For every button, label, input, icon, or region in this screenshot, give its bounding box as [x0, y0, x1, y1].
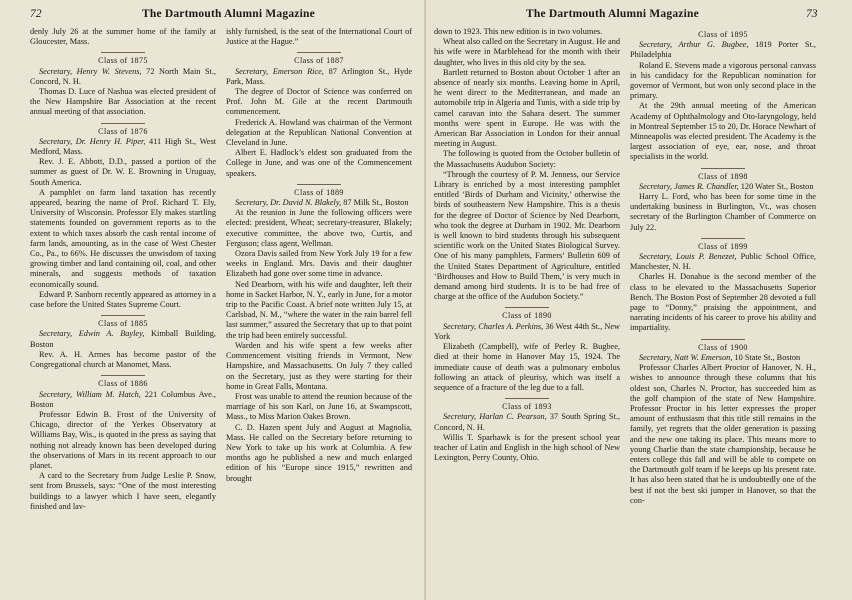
paragraph: Professor Charles Albert Proctor of Hanover, N. H., wishes to announce through these columns that his oldest son, Charles N. Proctor, has succeeded him as the golf champion of the state of New Hampshire. Professor Proctor in his letter expresses the proper amount of enthusiasm that this title still remains in the family, yet regrets that the older generation is passing and the new one taking its place. This means more to young Charlie than the state championship, because he enters college this fall and will be able to compete on the Dartmouth golf team if he keeps up his present rate. It has also been stated that he is undoubtedly one of the best if not the best ski jumper in Hanover, so that the con-	[630, 363, 816, 505]
quoted-paragraph: “Through the courtesy of P. M. Jenness, our Service Library is enriched by a most interesting pamphlet entitled ‘Birds of Durham and Vicinity,’ otherwise the birds of southeastern New Hampshire. This is a thesis for the degree of Doctor of Science by Ned Dearborn, who took the degree at Durham in 1902. Mr. Dearborn is well known to bird students through his subsequent scientific work on the United States Biological Survey. One of his many pamphlets, Farmers’ Bulletin 609 of the United States Department of Agriculture, entitled ‘Birdhouses and How to Build Them,’ is very much in demand among bird students. It is to be had free of charge at the office of the Audubon Society.”	[434, 169, 620, 302]
secretary-name: Secretary, Henry W. Stevens,	[39, 66, 142, 76]
right-column-1	[434, 27, 620, 463]
secretary-name: Secretary, Arthur G. Bugbee,	[639, 40, 749, 50]
paragraph: At the 29th annual meeting of the American Academy of Ophthalmology and Oto-laryngology, held in Montreal September 15 to 20, Dr. Horace Newhart of Minneapolis was elected president. The Academy is the largest association of eye, ear, nose, and throat specialists in the world.	[630, 101, 816, 162]
paragraph: C. D. Hazen spent July and August at Magnolia, Mass. He called on the Secretary before returning to New York to take up his work at Columbia. A few months ago he published a new and much enlarged edition of his “Europe since 1915,” rewritten and brought	[226, 422, 412, 483]
secretary-line	[226, 67, 412, 87]
right-running-head	[426, 8, 852, 24]
divider	[101, 315, 145, 316]
secretary-line	[630, 353, 816, 363]
continued-paragraph: denly July 26 at the summer home of the family at Gloucester, Mass.	[30, 27, 216, 47]
left-column-1	[30, 27, 216, 512]
secretary-address: 87 Arlington St., Hyde Park, Mass.	[226, 66, 412, 86]
secretary-name: Secretary, Natt W. Emerson,	[639, 352, 733, 362]
paragraph: Rev. A. H. Armes has become pastor of the Congregational church at Manomet, Mass.	[30, 349, 216, 370]
continued-paragraph: down to 1923. This new edition is in two volumes.	[434, 27, 603, 36]
secretary-address: 37 South Spring St., Concord, N. H.	[434, 412, 620, 432]
continued-paragraph: ishly furnished, is the seat of the International Court of Justice at the Hague.”	[226, 27, 412, 47]
class-heading: Class of 1899	[698, 241, 748, 251]
paragraph: Elizabeth (Campbell), wife of Perley R. Bugbee, died at their home in Hanover May 15, 1924. The immediate cause of death was a pulmonary embolus following an attack of pleurisy, which was itself a sequence of a fracture of the leg due to a fall.	[434, 342, 620, 392]
secretary-line	[30, 329, 216, 349]
divider	[701, 168, 745, 169]
secretary-name: Secretary, Dr. Henry H. Piper,	[39, 136, 146, 146]
page-number: 73	[806, 8, 818, 20]
class-heading: Class of 1893	[502, 402, 552, 412]
divider	[101, 123, 145, 124]
paragraph: Thomas D. Luce of Nashua was elected president of the New Hampshire Bar Association at the recent annual meeting of that association.	[30, 87, 216, 117]
left-running-head	[0, 8, 426, 24]
secretary-address: Kimball Building, Boston	[30, 329, 216, 349]
page-number: 72	[30, 8, 42, 20]
divider	[297, 184, 341, 185]
divider	[505, 398, 549, 399]
class-heading: Class of 1898	[698, 171, 748, 181]
class-heading: Class of 1890	[502, 311, 552, 321]
right-page	[426, 0, 852, 600]
left-column-2	[226, 27, 412, 484]
class-heading: Class of 1895	[698, 30, 748, 39]
divider	[505, 307, 549, 308]
paragraph: At the reunion in June the following officers were elected: president, Wheat; secretary-treasurer, Blakely; executive committee, the above two, Curtis, and Ferguson; class agent, Wellman.	[226, 208, 412, 248]
paragraph: Frederick A. Howland was chairman of the Vermont delegation at the Republican National Convention at Cleveland in June.	[226, 117, 412, 148]
paragraph: Willis T. Sparhawk is for the present school year teacher of Latin and English in the high school of New Lexington, Perry County, Ohio.	[434, 432, 620, 463]
secretary-name: Secretary, James R. Chandler,	[639, 181, 739, 191]
paragraph: Ozora Davis sailed from New York July 19 for a few weeks in England. Mrs. Davis and their daughter Elizabeth had gone over some time in advance.	[226, 249, 412, 279]
paragraph: Frost was unable to attend the reunion because of the marriage of his son Karl, on June 16, at Swampscott, Mass., to Miss Marion Oakes Brown.	[226, 391, 412, 422]
divider	[297, 52, 341, 53]
secretary-line	[434, 412, 620, 432]
class-heading: Class of 1900	[698, 342, 748, 352]
secretary-address: 36 West 44th St., New York	[434, 321, 620, 341]
right-column-2	[630, 27, 816, 506]
paragraph: Bartlett returned to Boston about October 1 after an absence of nearly six months. Leaving home in April, he went direct to the Mediterranean, and made an automobile trip in Algeria and Tunis, with a side trip by camel caravan into the Sahara desert. The summer months were spent in Europe. He was with the American Bar Association in London for their annual meeting in August.	[434, 67, 620, 149]
divider	[101, 52, 145, 53]
secretary-line	[630, 252, 816, 272]
secretary-line	[30, 390, 216, 410]
paragraph: The degree of Doctor of Science was conferred on Prof. John M. Gile at the recent Dartmouth commencement.	[226, 87, 412, 117]
class-heading: Class of 1887	[294, 56, 344, 66]
paragraph: Charles H. Donahue is the second member of the class to be elevated to the Massachusetts Superior Bench. The Boston Post of September 28 devoted a full page to “Donny,” praising the appointment, and narrating incidents of his career to prove his ability and impartiality.	[630, 272, 816, 333]
secretary-address: 120 Water St., Boston	[740, 181, 814, 191]
secretary-address: 1819 Porter St., Philadelphia	[630, 40, 816, 60]
secretary-name: Secretary, Harlan C. Pearson,	[443, 412, 547, 422]
paragraph: Warden and his wife spent a few weeks after Commencement visiting friends in Vermont, New Hampshire, and Massachusetts. On July 7 they called on the Secretary, just as they were starting for their home in Great Falls, Montana.	[226, 340, 412, 391]
secretary-name: Secretary, Louis P. Benezet,	[639, 252, 737, 262]
secretary-address: 87 Milk St., Boston	[343, 198, 409, 208]
running-title: The Dartmouth Alumni Magazine	[526, 8, 699, 20]
paragraph: A card to the Secretary from Judge Leslie P. Snow, sent from Brussels, says: “One of the most interesting buildings to a lawyer which I have seen, elegantly finished and lav-	[30, 471, 216, 511]
secretary-address: 72 North Main St., Concord, N. H.	[30, 66, 217, 86]
class-heading: Class of 1885	[98, 319, 148, 329]
secretary-line	[30, 137, 216, 157]
divider	[101, 375, 145, 376]
paragraph: Rev. J. E. Abbott, D.D., passed a portion of the summer as guest of Dr. W. E. Browning in Uruguay, South America.	[30, 157, 216, 187]
paragraph: Roland E. Stevens made a vigorous personal canvass in his candidacy for the Republican nomination for governor of Vermont, but won only second place in the primary.	[630, 60, 816, 101]
secretary-address: Public School Office, Manchester, N. H.	[630, 252, 817, 272]
secretary-address: 411 High St., West Medford, Mass.	[30, 136, 216, 157]
paragraph: A pamphlet on farm land taxation has recently appeared, bearing the name of Prof. Richard T. Ely, University of Wisconsin. Professor Ely makes startling statements founded on government reports as to the extent to which taxes absorb the cash rental income of farm lands, amounting, as in the case of West Chester Co., Pa., to 66%. He discusses the unwisdom of taxing growing timber and land containing oil, coal, and other minerals, and suggests methods of taxation economically sound.	[30, 187, 216, 289]
paragraph: Albert E. Hadlock’s eldest son graduated from the College in June, and was one of the Commencement speakers.	[226, 148, 412, 178]
divider	[701, 339, 745, 340]
secretary-address: 221 Columbus Ave., Boston	[30, 389, 216, 409]
secretary-address: 10 State St., Boston	[734, 352, 801, 362]
secretary-name: Secretary, Dr. David N. Blakely,	[235, 198, 342, 208]
secretary-name: Secretary, Charles A. Perkins,	[443, 321, 544, 331]
class-heading: Class of 1876	[98, 126, 148, 136]
secretary-line	[226, 198, 412, 208]
running-title: The Dartmouth Alumni Magazine	[142, 8, 315, 20]
class-heading: Class of 1889	[294, 187, 344, 197]
paragraph: The following is quoted from the October bulletin of the Massachusetts Audubon Society:	[434, 149, 620, 169]
class-heading: Class of 1875	[98, 56, 148, 66]
secretary-line	[30, 67, 216, 87]
secretary-name: Secretary, Emerson Rice,	[235, 66, 324, 76]
paragraph: Edward P. Sanborn recently appeared as attorney in a case before the United States Supreme Court.	[30, 289, 216, 310]
secretary-name: Secretary, William M. Hatch,	[39, 389, 141, 399]
secretary-line	[630, 40, 816, 60]
secretary-name: Secretary, Edwin A. Bayley,	[39, 329, 145, 339]
paragraph: Professor Edwin B. Frost of the University of Chicago, director of the Yerkes Observatory at Williams Bay, Wis., is quoted in the press as saying that nothing not already known has been developed during the observations of Mars in its recent approach to our planet.	[30, 409, 216, 470]
secretary-line	[630, 182, 816, 192]
divider	[701, 238, 745, 239]
paragraph: Harry L. Ford, who has been for some time in the undertaking business in Burlington, Vt., was chosen secretary of the Burlington Chamber of Commerce on July 22.	[630, 192, 816, 232]
class-heading: Class of 1886	[98, 379, 148, 389]
paragraph: Ned Dearborn, with his wife and daughter, left their home in Sacket Harbor, N. Y., early in June, for a motor trip to the Pacific Coast. A brief note written July 15, at Carlsbad, N. M., “where the water in the rain barrel fell last summer,” assured the Secretary that up to that point the trip had been entirely successful.	[226, 279, 412, 340]
paragraph: Wheat also called on the Secretary in August. He and his wife were in Marblehead for the month with their daughter, who lives in this old city by the sea.	[434, 37, 620, 67]
secretary-line	[434, 322, 620, 342]
